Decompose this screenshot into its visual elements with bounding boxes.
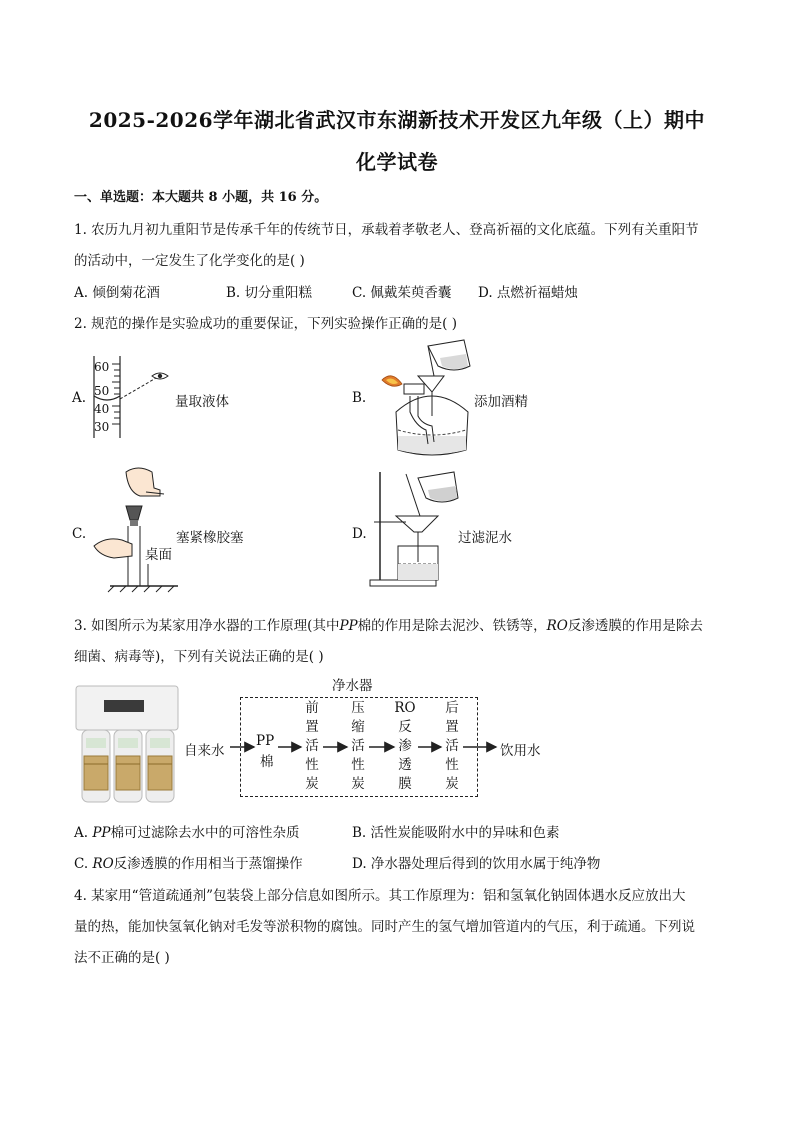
stage-compressed-carbon-char: 性 <box>351 757 365 773</box>
tap-water-label: 自来水 <box>184 743 225 759</box>
q1-stem-line2: 的活动中，一定发生了化学变化的是( ) <box>74 253 305 269</box>
q2-option-d-caption: 过滤泥水 <box>458 530 512 546</box>
paper-title-line1: 2025-2026学年湖北省武汉市东湖新技术开发区九年级（上）期中 <box>88 108 706 132</box>
stage-compressed-carbon-char: 缩 <box>351 719 365 735</box>
q2-option-b-letter: B. <box>352 390 367 406</box>
cylinder-tick-60: 60 <box>94 360 110 374</box>
section-heading: 一、单选题：本大题共 8 小题，共 16 分。 <box>74 190 328 205</box>
stage-pre-carbon-char: 炭 <box>305 776 319 792</box>
stage-compressed-carbon-char: 活 <box>351 738 365 754</box>
q3-option-a-pp: PP <box>92 825 111 841</box>
q3-option-c-text: 反渗透膜的作用相当于蒸馏操作 <box>113 856 303 872</box>
q3-option-c-ro: RO <box>92 856 114 872</box>
q3-option-c <box>74 852 303 872</box>
q3-option-c-prefix: C. <box>74 856 93 872</box>
q4-stem-line1: 4. 某家用“管道疏通剂”包装袋上部分信息如图所示。其工作原理为：铝和氢氧化钠固体遇水反应放出大 <box>74 888 686 904</box>
q4-stem-line2: 量的热，能加快氢氧化钠对毛发等淤积物的腐蚀。同时产生的氢气增加管道内的气压，利于疏通。下列说 <box>74 919 695 935</box>
stage-pre-carbon-char: 活 <box>305 738 319 754</box>
q2-option-a-letter: A. <box>72 390 87 406</box>
q3-option-a-prefix: A. <box>74 825 93 841</box>
q3-stem-line1-a: 3. 如图所示为某家用净水器的工作原理(其中 <box>74 618 340 634</box>
q3-option-d: D. 净水器处理后得到的饮用水属于纯净物 <box>352 856 601 872</box>
q3-stem-line1-c: 反渗透膜的作用是除去 <box>567 618 703 634</box>
q2-option-b-caption: 添加酒精 <box>474 394 528 410</box>
paper-title-line2: 化学试卷 <box>356 150 438 174</box>
drinking-water-label: 饮用水 <box>500 743 541 759</box>
pp-cotton-label-top: PP <box>256 733 275 749</box>
stage-post-carbon-char: 置 <box>445 719 459 735</box>
stage-post-carbon-char: 性 <box>445 757 459 773</box>
q1-option-b: B. 切分重阳糕 <box>226 285 313 301</box>
q1-option-d: D. 点燃祈福蜡烛 <box>478 285 578 301</box>
stage-ro-char: 膜 <box>398 776 412 792</box>
stage-compressed-carbon-char: 压 <box>351 700 365 716</box>
stage-ro-char: 渗 <box>398 738 412 754</box>
q2-option-a-caption: 量取液体 <box>175 394 229 410</box>
desk-label: 桌面 <box>145 547 172 563</box>
q2-option-c-letter: C. <box>72 526 87 542</box>
pp-cotton-label-bottom: 棉 <box>260 754 274 770</box>
cylinder-tick-50: 50 <box>94 384 110 398</box>
q2-option-d-letter: D. <box>352 526 367 542</box>
stage-pre-carbon-char: 置 <box>305 719 319 735</box>
q1-option-a: A. 倾倒菊花酒 <box>74 285 160 301</box>
q1-option-c: C. 佩戴茱萸香囊 <box>352 285 452 301</box>
stage-ro-char: 透 <box>398 757 412 773</box>
stage-post-carbon-char: 炭 <box>445 776 459 792</box>
q3-option-a-text: 棉可过滤除去水中的可溶性杂质 <box>110 825 300 841</box>
stage-ro-char: 反 <box>398 719 412 735</box>
cylinder-tick-30: 30 <box>94 420 110 434</box>
q3-stem-pp: PP <box>339 618 358 634</box>
purifier-box-title: 净水器 <box>332 678 373 694</box>
q3-stem-ro: RO <box>546 618 568 634</box>
q1-stem-line1: 1. 农历九月初九重阳节是传承千年的传统节日，承载着孝敬老人、登高祈福的文化底蕴。下列有关重阳节 <box>74 222 699 238</box>
stage-compressed-carbon-char: 炭 <box>351 776 365 792</box>
stage-pre-carbon-char: 性 <box>305 757 319 773</box>
stage-post-carbon-char: 后 <box>445 700 459 716</box>
stage-ro-label: RO <box>394 700 416 716</box>
q2-option-c-caption: 塞紧橡胶塞 <box>176 530 244 546</box>
stage-pre-carbon-char: 前 <box>305 700 319 716</box>
stage-post-carbon-char: 活 <box>445 738 459 754</box>
q3-option-b: B. 活性炭能吸附水中的异味和色素 <box>352 825 560 841</box>
q3-stem-line2: 细菌、病毒等)，下列有关说法正确的是( ) <box>74 649 324 665</box>
q4-stem-line3: 法不正确的是( ) <box>74 950 170 966</box>
q3-option-a <box>74 821 300 841</box>
q2-stem: 2. 规范的操作是实验成功的重要保证，下列实验操作正确的是( ) <box>74 316 457 332</box>
q3-stem-line1-b: 棉的作用是除去泥沙、铁锈等， <box>357 618 547 634</box>
cylinder-tick-40: 40 <box>94 402 110 416</box>
